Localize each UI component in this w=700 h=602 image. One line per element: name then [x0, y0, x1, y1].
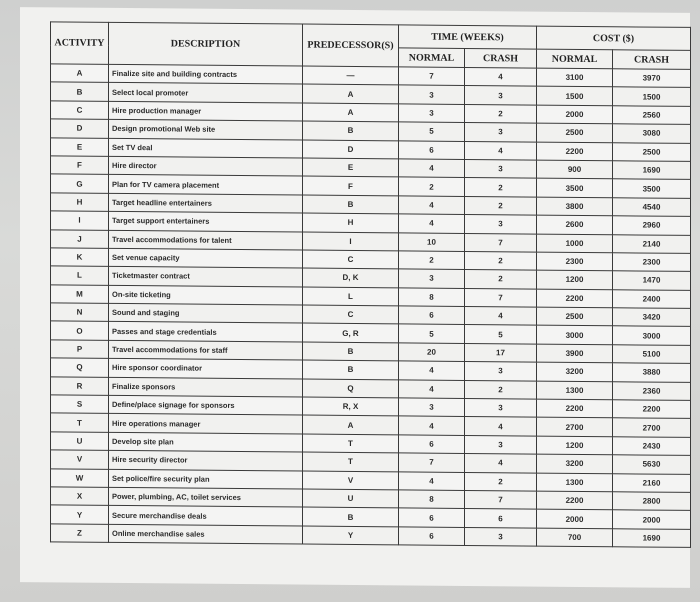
time-crash-cell: 17 [465, 343, 537, 362]
time-crash-cell: 2 [465, 178, 537, 197]
cost-crash-cell: 3880 [613, 363, 691, 382]
time-normal-cell: 3 [399, 85, 465, 104]
predecessor-cell: C [303, 250, 399, 269]
activity-cell: I [51, 211, 109, 230]
cost-crash-cell: 1690 [613, 161, 691, 180]
predecessor-cell: Y [303, 526, 399, 545]
cost-crash-cell: 2160 [613, 473, 691, 492]
time-crash-cell: 2 [465, 104, 537, 123]
cost-crash-cell: 1470 [613, 271, 691, 290]
header-time-normal: NORMAL [399, 48, 465, 68]
description-cell: Finalize site and building contracts [109, 64, 303, 84]
description-cell: Design promotional Web site [109, 120, 303, 140]
cost-crash-cell: 2140 [613, 234, 691, 253]
time-crash-cell: 2 [465, 251, 537, 270]
cost-normal-cell: 2200 [537, 142, 613, 161]
time-normal-cell: 8 [399, 490, 465, 509]
time-crash-cell: 4 [465, 454, 537, 473]
activity-cell: B [51, 82, 109, 101]
predecessor-cell: — [303, 66, 399, 85]
time-normal-cell: 4 [399, 380, 465, 399]
time-crash-cell: 5 [465, 325, 537, 344]
cost-normal-cell: 2200 [537, 491, 613, 510]
time-crash-cell: 3 [465, 398, 537, 417]
description-cell: Ticketmaster contract [109, 267, 303, 287]
cost-normal-cell: 2200 [537, 289, 613, 308]
description-cell: Hire production manager [109, 101, 303, 121]
cost-normal-cell: 3200 [537, 454, 613, 473]
time-normal-cell: 3 [399, 269, 465, 288]
time-crash-cell: 3 [465, 435, 537, 454]
cost-normal-cell: 2700 [537, 418, 613, 437]
description-cell: Target support entertainers [109, 211, 303, 231]
predecessor-cell: L [303, 287, 399, 306]
time-normal-cell: 5 [399, 122, 465, 141]
cost-normal-cell: 2600 [537, 215, 613, 234]
cost-crash-cell: 2960 [613, 216, 691, 235]
predecessor-cell: A [303, 103, 399, 122]
time-normal-cell: 5 [399, 324, 465, 343]
cost-normal-cell: 1300 [537, 381, 613, 400]
predecessor-cell: R, X [303, 397, 399, 416]
time-crash-cell: 4 [465, 307, 537, 326]
activity-cell: H [51, 193, 109, 212]
cost-crash-cell: 2000 [613, 510, 691, 529]
time-crash-cell: 4 [465, 417, 537, 436]
cost-crash-cell: 2360 [613, 381, 691, 400]
time-normal-cell: 3 [399, 104, 465, 123]
time-crash-cell: 4 [465, 67, 537, 86]
time-normal-cell: 6 [399, 527, 465, 546]
time-normal-cell: 6 [399, 306, 465, 325]
header-cost-crash: CRASH [613, 50, 691, 70]
predecessor-cell: I [303, 232, 399, 251]
cost-normal-cell: 2000 [537, 105, 613, 124]
cost-normal-cell: 1200 [537, 436, 613, 455]
time-crash-cell: 3 [465, 527, 537, 546]
time-normal-cell: 4 [399, 214, 465, 233]
activity-cell: A [51, 64, 109, 83]
description-cell: Set TV deal [109, 138, 303, 158]
description-cell: Hire security director [109, 451, 303, 471]
cost-normal-cell: 2500 [537, 307, 613, 326]
activity-cell: L [51, 266, 109, 285]
cost-normal-cell: 1200 [537, 270, 613, 289]
time-crash-cell: 6 [465, 509, 537, 528]
time-crash-cell: 3 [465, 86, 537, 105]
time-crash-cell: 7 [465, 233, 537, 252]
description-cell: Sound and staging [109, 303, 303, 323]
time-normal-cell: 8 [399, 288, 465, 307]
time-normal-cell: 10 [399, 232, 465, 251]
predecessor-cell: B [303, 360, 399, 379]
predecessor-cell: B [303, 195, 399, 214]
cost-normal-cell: 2500 [537, 123, 613, 142]
activity-cell: M [51, 285, 109, 304]
activity-cell: F [51, 156, 109, 175]
predecessor-cell: A [303, 415, 399, 434]
cost-crash-cell: 3080 [613, 124, 691, 143]
cost-normal-cell: 1000 [537, 234, 613, 253]
time-normal-cell: 4 [399, 159, 465, 178]
time-normal-cell: 4 [399, 416, 465, 435]
time-normal-cell: 6 [399, 508, 465, 527]
cost-normal-cell: 900 [537, 160, 613, 179]
cost-normal-cell: 2000 [537, 509, 613, 528]
predecessor-cell: B [303, 342, 399, 361]
activity-cell: P [51, 340, 109, 359]
time-normal-cell: 2 [399, 177, 465, 196]
cost-normal-cell: 1300 [537, 473, 613, 492]
predecessor-cell: G, R [303, 324, 399, 343]
activity-cell: Q [51, 358, 109, 377]
predecessor-cell: F [303, 176, 399, 195]
time-normal-cell: 4 [399, 196, 465, 215]
description-cell: Hire operations manager [109, 414, 303, 434]
cost-crash-cell: 2200 [613, 400, 691, 419]
time-crash-cell: 2 [465, 380, 537, 399]
cost-crash-cell: 2800 [613, 492, 691, 511]
cost-crash-cell: 5100 [613, 345, 691, 364]
cost-crash-cell: 3500 [613, 179, 691, 198]
predecessor-cell: B [303, 121, 399, 140]
time-normal-cell: 4 [399, 471, 465, 490]
cost-crash-cell: 4540 [613, 197, 691, 216]
predecessor-cell: A [303, 84, 399, 103]
header-cost: COST ($) [537, 26, 691, 50]
cost-normal-cell: 3200 [537, 362, 613, 381]
description-cell: Hire sponsor coordinator [109, 359, 303, 379]
time-normal-cell: 4 [399, 361, 465, 380]
cost-normal-cell: 3100 [537, 68, 613, 87]
cost-normal-cell: 2200 [537, 399, 613, 418]
predecessor-cell: E [303, 158, 399, 177]
predecessor-cell: V [303, 471, 399, 490]
cost-crash-cell: 2500 [613, 142, 691, 161]
activity-cell: Y [51, 505, 109, 524]
header-predecessors: PREDECESSOR(S) [303, 24, 399, 67]
cost-normal-cell: 1500 [537, 86, 613, 105]
activity-cell: V [51, 450, 109, 469]
cost-crash-cell: 3420 [613, 308, 691, 327]
header-activity: ACTIVITY [51, 22, 109, 65]
cost-crash-cell: 3000 [613, 326, 691, 345]
header-cost-normal: NORMAL [537, 49, 613, 69]
time-normal-cell: 6 [399, 435, 465, 454]
cost-normal-cell: 3500 [537, 178, 613, 197]
description-cell: Travel accommodations for talent [109, 230, 303, 250]
cost-crash-cell: 5630 [613, 455, 691, 474]
predecessor-cell: D, K [303, 268, 399, 287]
header-time-crash: CRASH [465, 48, 537, 68]
predecessor-cell: U [303, 489, 399, 508]
cost-crash-cell: 2400 [613, 289, 691, 308]
activity-cell: Z [51, 524, 109, 543]
time-crash-cell: 3 [465, 362, 537, 381]
activity-cell: R [51, 376, 109, 395]
time-crash-cell: 3 [465, 215, 537, 234]
time-normal-cell: 7 [399, 67, 465, 86]
description-cell: Finalize sponsors [109, 377, 303, 397]
cost-crash-cell: 2560 [613, 106, 691, 125]
cost-normal-cell: 700 [537, 528, 613, 547]
predecessor-cell: C [303, 305, 399, 324]
description-cell: Plan for TV camera placement [109, 175, 303, 195]
time-normal-cell: 2 [399, 251, 465, 270]
time-crash-cell: 7 [465, 288, 537, 307]
description-cell: On-site ticketing [109, 285, 303, 305]
description-cell: Online merchandise sales [109, 524, 303, 544]
activity-cell: U [51, 432, 109, 451]
header-time: TIME (WEEKS) [399, 25, 537, 49]
time-normal-cell: 7 [399, 453, 465, 472]
time-crash-cell: 7 [465, 490, 537, 509]
description-cell: Travel accommodations for staff [109, 340, 303, 360]
activity-cell: N [51, 303, 109, 322]
description-cell: Passes and stage credentials [109, 322, 303, 342]
predecessor-cell: Q [303, 379, 399, 398]
time-crash-cell: 3 [465, 159, 537, 178]
activity-cell: T [51, 413, 109, 432]
predecessor-cell: B [303, 507, 399, 526]
cost-normal-cell: 3900 [537, 344, 613, 363]
description-cell: Set venue capacity [109, 248, 303, 268]
time-crash-cell: 4 [465, 141, 537, 160]
header-description: DESCRIPTION [109, 22, 303, 66]
description-cell: Hire director [109, 156, 303, 176]
description-cell: Define/place signage for sponsors [109, 395, 303, 415]
activity-cell: C [51, 101, 109, 120]
cost-crash-cell: 3970 [613, 69, 691, 88]
predecessor-cell: D [303, 140, 399, 159]
predecessor-cell: H [303, 213, 399, 232]
activity-table [50, 21, 691, 548]
time-crash-cell: 2 [465, 196, 537, 215]
time-crash-cell: 3 [465, 123, 537, 142]
paper-sheet [20, 7, 690, 588]
activity-cell: D [51, 119, 109, 138]
description-cell: Select local promoter [109, 83, 303, 103]
cost-normal-cell: 2300 [537, 252, 613, 271]
time-crash-cell: 2 [465, 472, 537, 491]
description-cell: Set police/fire security plan [109, 469, 303, 489]
description-cell: Target headline entertainers [109, 193, 303, 213]
predecessor-cell: T [303, 452, 399, 471]
activity-cell: X [51, 487, 109, 506]
cost-normal-cell: 3000 [537, 326, 613, 345]
activity-cell: S [51, 395, 109, 414]
cost-crash-cell: 2300 [613, 253, 691, 272]
activity-cell: G [51, 174, 109, 193]
cost-crash-cell: 1690 [613, 529, 691, 548]
time-normal-cell: 6 [399, 140, 465, 159]
cost-crash-cell: 2700 [613, 418, 691, 437]
description-cell: Power, plumbing, AC, toilet services [109, 487, 303, 507]
description-cell: Secure merchandise deals [109, 506, 303, 526]
time-crash-cell: 2 [465, 270, 537, 289]
cost-normal-cell: 3800 [537, 197, 613, 216]
activity-cell: K [51, 248, 109, 267]
activity-cell: W [51, 468, 109, 487]
cost-crash-cell: 1500 [613, 87, 691, 106]
activity-cell: J [51, 229, 109, 248]
activity-cell: O [51, 321, 109, 340]
activity-cell: E [51, 137, 109, 156]
description-cell: Develop site plan [109, 432, 303, 452]
cost-crash-cell: 2430 [613, 437, 691, 456]
predecessor-cell: T [303, 434, 399, 453]
table-body [51, 64, 691, 548]
time-normal-cell: 20 [399, 343, 465, 362]
time-normal-cell: 3 [399, 398, 465, 417]
